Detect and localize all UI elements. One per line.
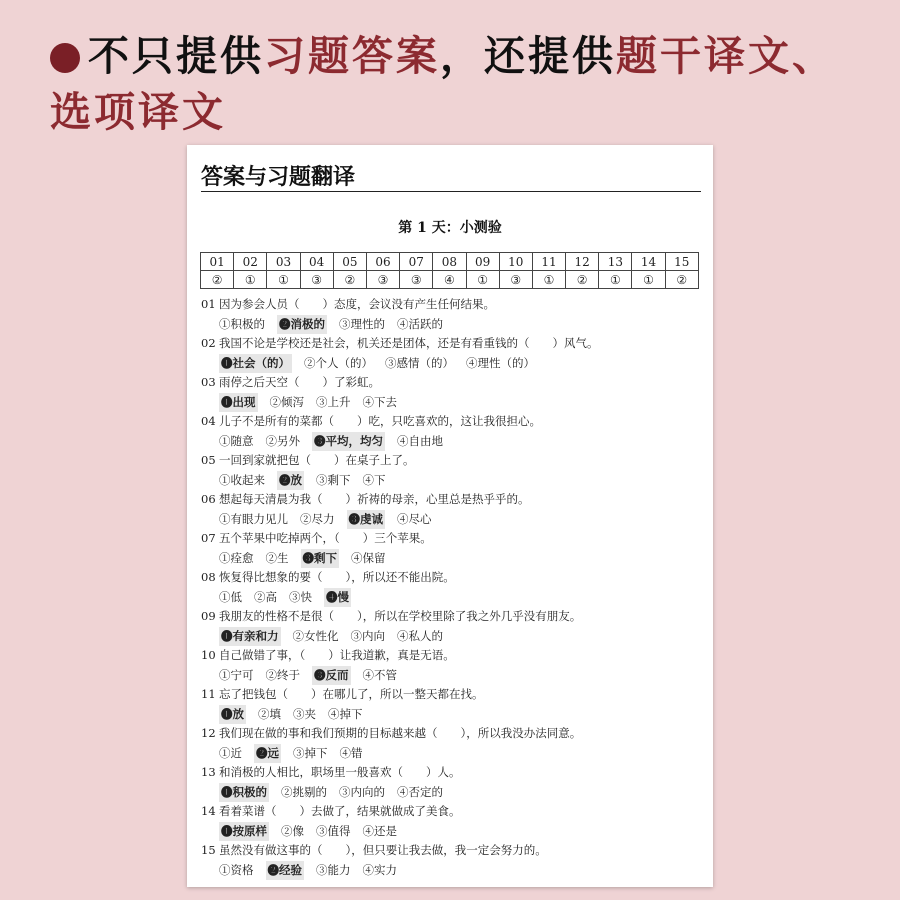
- question-number: 06: [201, 492, 216, 506]
- question-item: [201, 724, 701, 763]
- answer-key-number: 03: [267, 253, 300, 271]
- option: ②生: [265, 550, 289, 565]
- answer-key-number: 09: [466, 253, 499, 271]
- answer-key-answer: ①: [267, 271, 300, 289]
- title-divider: [201, 191, 701, 192]
- question-item: [201, 490, 701, 529]
- option: ③剩下: [316, 472, 351, 487]
- option: ①资格: [219, 862, 254, 877]
- question-item: [201, 334, 701, 373]
- question-item: [201, 412, 701, 451]
- section-title: 第 1 天：小测验: [398, 220, 502, 236]
- correct-option: ❸虔诚: [347, 510, 386, 530]
- question-stem: 我国不论是学校还是社会，机关还是团体，还是有看重钱的（ ）风气。: [219, 336, 599, 350]
- question-item: [201, 802, 701, 841]
- answer-key-number: 10: [499, 253, 532, 271]
- option: ②倾泻: [269, 394, 304, 409]
- option: ④理性（的）: [466, 355, 535, 370]
- answer-key-number: 12: [566, 253, 599, 271]
- question-options: [201, 666, 701, 686]
- question-number: 12: [201, 726, 216, 740]
- option: ③夹: [293, 706, 316, 721]
- answer-key-answer: ②: [201, 271, 234, 289]
- question-number: 01: [201, 297, 216, 311]
- question-stem: 自己做错了事，（ ）让我道歉，真是无语。: [219, 648, 455, 662]
- question-item: [201, 373, 701, 412]
- question-number: 03: [201, 375, 216, 389]
- headline-part1: 不只提供: [88, 32, 264, 80]
- option: ④否定的: [397, 784, 443, 799]
- question-options: [201, 744, 701, 764]
- option: ①收起来: [219, 472, 265, 487]
- question-item: [201, 685, 701, 724]
- answer-key-number: 05: [333, 253, 366, 271]
- question-options: [201, 783, 701, 803]
- question-stem: 儿子不是所有的菜都（ ）吃，只吃喜欢的，这让我很担心。: [219, 414, 541, 428]
- question-item: [201, 529, 701, 568]
- question-options: [201, 315, 701, 335]
- question-item: [201, 451, 701, 490]
- answer-key-table: [200, 252, 699, 289]
- question-options: [201, 549, 701, 569]
- document-title: 答案与习题翻译: [201, 165, 356, 190]
- answer-key-number: 13: [599, 253, 632, 271]
- question-options: [201, 822, 701, 842]
- answer-key-number: 15: [665, 253, 698, 271]
- question-stem-line: [201, 451, 701, 471]
- question-stem-line: [201, 568, 701, 588]
- option: ④实力: [362, 862, 397, 877]
- option: ③理性的: [339, 316, 385, 331]
- question-number: 08: [201, 570, 216, 584]
- question-number: 11: [201, 687, 216, 701]
- answer-key-answer: ②: [665, 271, 698, 289]
- question-item: [201, 646, 701, 685]
- option: ④尽心: [397, 511, 432, 526]
- option: ②像: [281, 823, 304, 838]
- option: ③掉下: [293, 745, 328, 760]
- question-options: [201, 393, 701, 413]
- question-stem: 我们现在做的事和我们预期的目标越来越（ ），所以我没办法同意。: [219, 726, 582, 740]
- question-number: 02: [201, 336, 216, 350]
- answer-key-answer: ②: [566, 271, 599, 289]
- option: ④自由地: [397, 433, 443, 448]
- answer-key-number: 02: [234, 253, 267, 271]
- option: ②个人（的）: [304, 355, 373, 370]
- answer-key-number: 14: [632, 253, 665, 271]
- question-item: [201, 841, 701, 880]
- option: ④错: [339, 745, 363, 760]
- question-stem: 五个苹果中吃掉两个，（ ）三个苹果。: [219, 531, 432, 545]
- option: ④保留: [351, 550, 386, 565]
- answer-key-answer: ③: [499, 271, 532, 289]
- bullet-dot-icon: [50, 43, 80, 73]
- correct-option: ❶有亲和力: [219, 627, 281, 647]
- option: ④不管: [362, 667, 397, 682]
- option: ①宁可: [219, 667, 254, 682]
- option: ①低: [219, 589, 242, 604]
- question-stem-line: [201, 529, 701, 549]
- option: ③上升: [316, 394, 351, 409]
- option: ①有眼力见儿: [219, 511, 288, 526]
- question-item: [201, 763, 701, 802]
- option: ④下去: [362, 394, 397, 409]
- question-stem: 看着菜谱（ ）去做了，结果就做成了美食。: [219, 804, 461, 818]
- option: ②女性化: [292, 628, 339, 643]
- correct-option: ❷放: [277, 471, 304, 491]
- option: ①积极的: [219, 316, 265, 331]
- headline-highlight-answers: 习题答案: [264, 32, 440, 80]
- question-stem: 虽然没有做这事的（ ），但只要让我去做，我一定会努力的。: [219, 843, 547, 857]
- correct-option: ❹慢: [324, 588, 351, 608]
- question-number: 15: [201, 843, 216, 857]
- option: ①随意: [219, 433, 254, 448]
- option: ②另外: [265, 433, 300, 448]
- answer-key-number: 07: [400, 253, 433, 271]
- question-number: 13: [201, 765, 216, 779]
- correct-option: ❷经验: [266, 861, 305, 881]
- answer-key-answer-row: [201, 271, 699, 289]
- question-stem-line: [201, 373, 701, 393]
- question-options: [201, 471, 701, 491]
- question-options: [201, 588, 701, 608]
- headline-line2: 选项译文: [50, 88, 226, 136]
- question-stem-line: [201, 724, 701, 744]
- answer-key-answer: ②: [333, 271, 366, 289]
- answer-key-number: 06: [366, 253, 399, 271]
- question-item: [201, 568, 701, 607]
- option: ①痊愈: [219, 550, 254, 565]
- option: ②尽力: [300, 511, 335, 526]
- question-stem-line: [201, 802, 701, 822]
- answer-key-answer: ①: [234, 271, 267, 289]
- correct-option: ❶按原样: [219, 822, 269, 842]
- question-stem-line: [201, 646, 701, 666]
- option: ③快: [289, 589, 312, 604]
- option: ②挑剔的: [281, 784, 327, 799]
- option: ③感情（的）: [385, 355, 454, 370]
- question-list: [201, 295, 701, 880]
- correct-option: ❶出现: [219, 393, 258, 413]
- answer-key-number: 01: [201, 253, 234, 271]
- option: ③值得: [316, 823, 351, 838]
- answer-key-answer: ①: [599, 271, 632, 289]
- answer-key-number: 08: [433, 253, 466, 271]
- question-item: [201, 295, 701, 334]
- answer-key-answer: ①: [632, 271, 665, 289]
- option: ②高: [254, 589, 277, 604]
- answer-key-answer: ③: [366, 271, 399, 289]
- question-number: 10: [201, 648, 216, 662]
- question-options: [201, 354, 701, 374]
- question-stem-line: [201, 685, 701, 705]
- question-options: [201, 705, 701, 725]
- question-stem-line: [201, 763, 701, 783]
- correct-option: ❷消极的: [277, 315, 327, 335]
- question-stem-line: [201, 841, 701, 861]
- question-stem: 忘了把钱包（ ）在哪儿了，所以一整天都在找。: [219, 687, 484, 701]
- question-number: 04: [201, 414, 216, 428]
- answer-key-number-row: [201, 253, 699, 271]
- answer-key-answer: ①: [532, 271, 565, 289]
- answer-key-number: 11: [532, 253, 565, 271]
- question-number: 05: [201, 453, 216, 467]
- option: ③内向的: [339, 784, 385, 799]
- question-number: 09: [201, 609, 216, 623]
- headline-highlight-translation: 题干译文、: [616, 32, 836, 80]
- question-options: [201, 627, 701, 647]
- question-item: [201, 607, 701, 646]
- option: ④掉下: [328, 706, 363, 721]
- question-stem-line: [201, 334, 701, 354]
- option: ④活跃的: [397, 316, 443, 331]
- question-options: [201, 432, 701, 452]
- option: ④私人的: [397, 628, 443, 643]
- answer-key-answer: ③: [300, 271, 333, 289]
- option: ④下: [362, 472, 386, 487]
- option: ④还是: [362, 823, 397, 838]
- question-stem: 雨停之后天空（ ）了彩虹。: [219, 375, 380, 389]
- correct-option: ❸平均，均匀: [312, 432, 385, 452]
- question-stem: 和消极的人相比，职场里一般喜欢（ ）人。: [219, 765, 461, 779]
- question-options: [201, 510, 701, 530]
- question-number: 07: [201, 531, 216, 545]
- correct-option: ❸剩下: [301, 549, 340, 569]
- question-stem: 因为参会人员（ ）态度，会议没有产生任何结果。: [219, 297, 495, 311]
- question-options: [201, 861, 701, 881]
- option: ②终于: [265, 667, 300, 682]
- option: ①近: [219, 745, 242, 760]
- document-page: [187, 145, 713, 887]
- option: ③内向: [350, 628, 385, 643]
- question-stem-line: [201, 607, 701, 627]
- headline-part3: ，还提供: [440, 32, 616, 80]
- correct-option: ❶放: [219, 705, 246, 725]
- question-stem-line: [201, 295, 701, 315]
- question-stem-line: [201, 412, 701, 432]
- question-number: 14: [201, 804, 216, 818]
- question-stem: 我朋友的性格不是很（ ），所以在学校里除了我之外几乎没有朋友。: [219, 609, 582, 623]
- correct-option: ❷远: [254, 744, 281, 764]
- question-stem: 想起每天清晨为我（ ）祈祷的母亲，心里总是热乎乎的。: [219, 492, 530, 506]
- answer-key-answer: ①: [466, 271, 499, 289]
- correct-option: ❸反而: [312, 666, 351, 686]
- question-stem: 恢复得比想象的要（ ），所以还不能出院。: [219, 570, 455, 584]
- answer-key-number: 04: [300, 253, 333, 271]
- correct-option: ❶积极的: [219, 783, 269, 803]
- answer-key-answer: ③: [400, 271, 433, 289]
- promo-headline: [50, 28, 880, 140]
- question-stem-line: [201, 490, 701, 510]
- correct-option: ❶社会（的）: [219, 354, 292, 374]
- answer-key-answer: ④: [433, 271, 466, 289]
- question-stem: 一回到家就把包（ ）在桌子上了。: [219, 453, 415, 467]
- option: ③能力: [316, 862, 351, 877]
- option: ②填: [258, 706, 281, 721]
